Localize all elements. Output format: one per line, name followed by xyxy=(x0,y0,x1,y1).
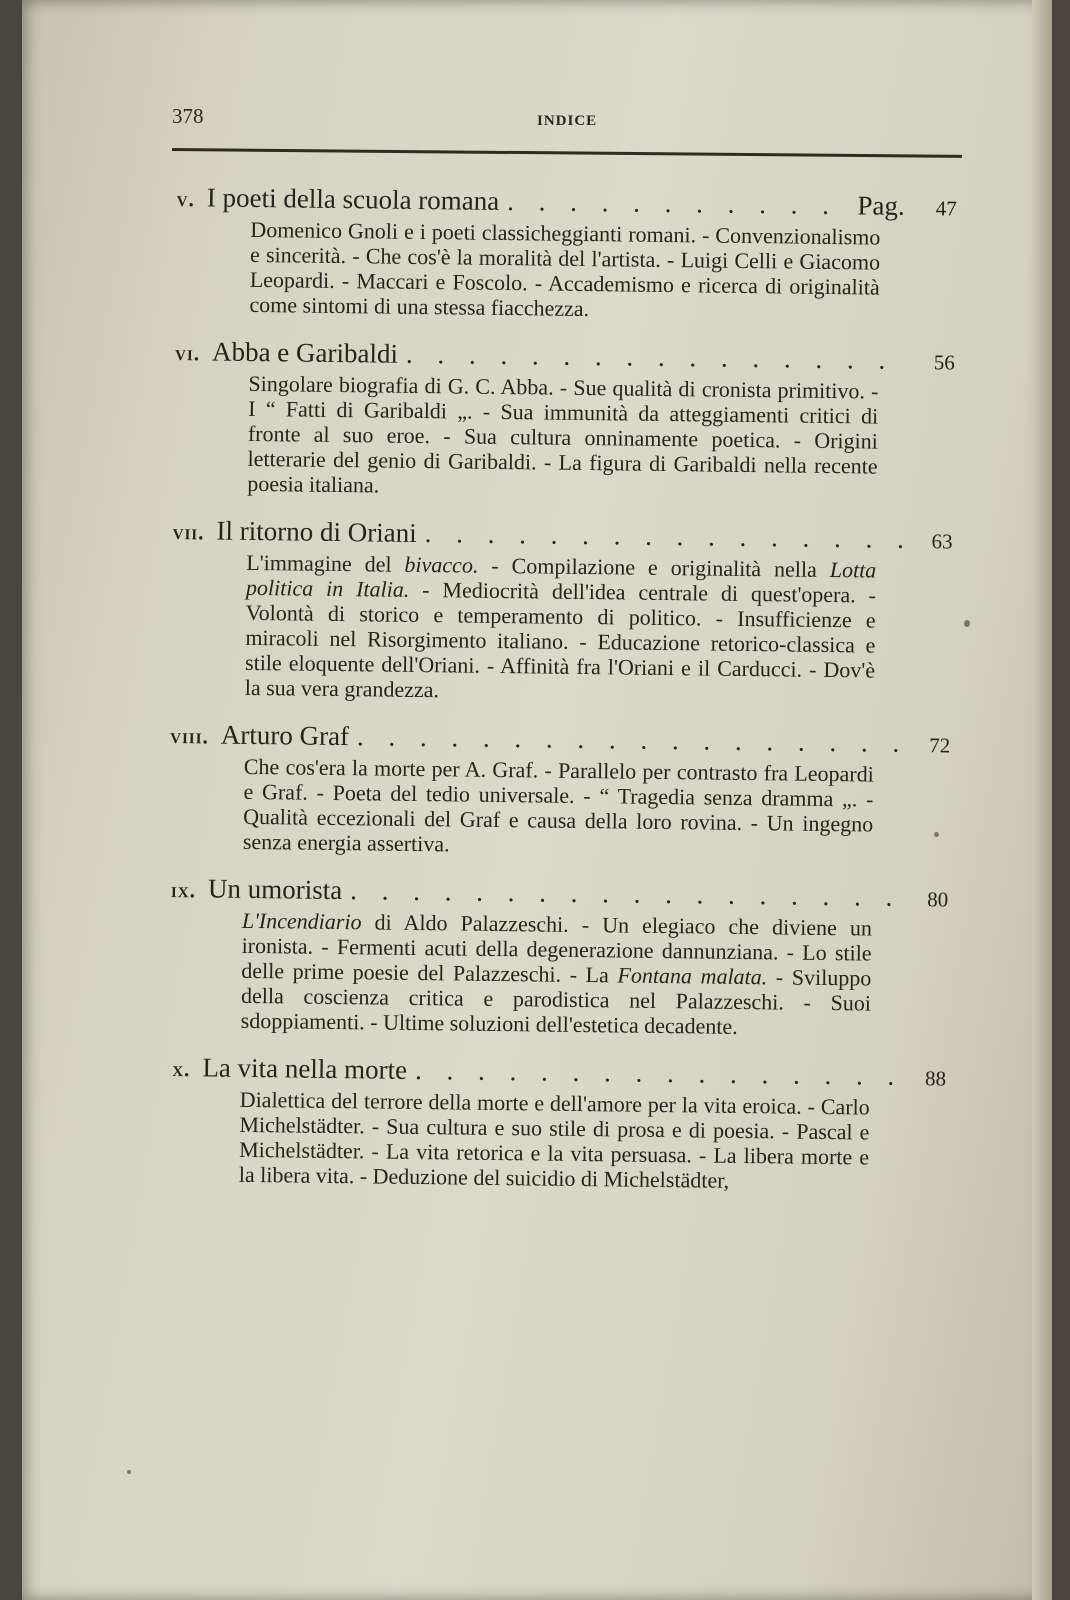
paper-speck xyxy=(964,620,970,627)
paper-speck xyxy=(934,832,939,837)
chapter-page: 80 xyxy=(927,887,949,912)
leader-dots xyxy=(398,337,911,377)
chapter-title: Un umorista xyxy=(207,873,343,906)
chapter-page: 88 xyxy=(924,1066,947,1091)
pag-label: Pag. xyxy=(857,190,905,221)
chapter-numeral: vi. xyxy=(174,340,201,366)
leader-dots xyxy=(499,184,854,222)
leader-dots xyxy=(349,719,907,760)
chapter-page: 72 xyxy=(929,733,951,758)
chapter-summary xyxy=(245,550,877,708)
paper-speck xyxy=(127,1470,131,1474)
toc-entry xyxy=(167,871,949,1042)
chapter-summary: Singolare biografia di G. C. Abba. - Sue qualità di cronista primitivo. - I “ Fatti di Garibaldi „. - Sua immunità da atteggiamenti critici di fronte al suo eroe. - Sua cultura onninamente poetica. - Origini letterarie del genio di Garibaldi. - La figura di Garibaldi nella recente poesia italiana. xyxy=(247,370,879,498)
toc-entry xyxy=(171,513,953,709)
chapter-summary: Che cos'era la morte per A. Graf. - Parallelo per contrasto fra Leopardi e Graf. - Poeta del tedio universale. - “ Tragedia senza dramma „. - Qualità eccezionali del Graf e causa della loro rovina. - Un ingegno senza energia assertiva. xyxy=(242,753,874,857)
summary-text: - Compilazione e originalità nella xyxy=(478,552,830,583)
table-of-contents xyxy=(164,180,956,1213)
summary-italic-title: Fontana malata. xyxy=(617,962,768,990)
summary-text: L'immagine del xyxy=(246,549,405,577)
chapter-page: 56 xyxy=(933,350,955,375)
page-number: 378 xyxy=(172,104,204,128)
chapter-numeral: v. xyxy=(176,186,196,212)
chapter-title: Abba e Garibaldi xyxy=(211,336,399,369)
chapter-page: 63 xyxy=(931,529,953,554)
page-header xyxy=(172,100,962,140)
book-page xyxy=(22,0,1052,1600)
toc-entry xyxy=(165,1050,947,1196)
summary-text: - Sviluppo della coscienza critica e parodistica nel Palazzeschi. - Suoi sdoppiamenti. - Ultime soluzioni dell'estetica decadente. xyxy=(240,964,872,1039)
leader-dots xyxy=(342,873,905,914)
chapter-title: Arturo Graf xyxy=(220,719,350,752)
leader-dots xyxy=(416,516,908,556)
chapter-page: 47 xyxy=(935,196,957,221)
chapter-numeral: x. xyxy=(172,1057,191,1082)
page-edge xyxy=(1032,0,1052,1600)
summary-text: di Aldo Palazzeschi. - Un elegiaco che diviene un ironista. - Fermenti acuti della degenerazione dannunziana. - Lo stile delle prime poesie del Palazzeschi. - La xyxy=(241,909,873,988)
chapter-title: I poeti della scuola romana xyxy=(206,182,500,216)
chapter-numeral: ix. xyxy=(170,877,197,903)
summary-italic-title: Lotta politica in Italia. xyxy=(245,557,877,602)
leader-dots xyxy=(407,1053,902,1093)
summary-text: - Mediocrità dell'idea centrale di quest'opera. - Volontà di storico e temperamento di politico. - Insufficienze e miracoli nel Risorgimento italiano. - Educazione retorico-classica e stile eloquente dell'Oriani. - Affinità fra l'Oriani e il Carducci. - Dov'è la sua vera grandezza. xyxy=(244,576,877,703)
chapter-numeral: vii. xyxy=(172,519,205,545)
chapter-numeral: viii. xyxy=(170,723,209,749)
summary-italic-title: bivacco. xyxy=(404,551,479,578)
chapter-title: Il ritorno di Oriani xyxy=(216,515,417,548)
toc-entry xyxy=(175,180,957,326)
header-rule xyxy=(172,148,962,158)
toc-entry xyxy=(173,334,955,505)
summary-italic-title: L'Incendiario xyxy=(241,907,362,935)
running-title: INDICE xyxy=(537,113,598,129)
chapter-title: La vita nella morte xyxy=(202,1052,408,1085)
chapter-summary: Domenico Gnoli e i poeti classicheggianti romani. - Convenzionalismo e sincerità. - Che cos'è la moralità del l'artista. - Luigi Celli e Giacomo Leopardi. - Maccari e Foscolo. - Accademismo e ricerca di originalità come sintomi di una stessa fiacchezza. xyxy=(249,216,881,322)
chapter-summary xyxy=(241,908,872,1041)
chapter-summary: Dialettica del terrore della morte e dell'amore per la vita eroica. - Carlo Michelstädter. - Sua cultura e suo stile di prosa e di poesia. - Pascal e Michelstädter. - La vita retorica e la vita persuasa. - La libera morte e la libera vita. - Deduzione del suicidio di Michelstädter, xyxy=(238,1086,870,1193)
toc-entry xyxy=(169,717,951,863)
